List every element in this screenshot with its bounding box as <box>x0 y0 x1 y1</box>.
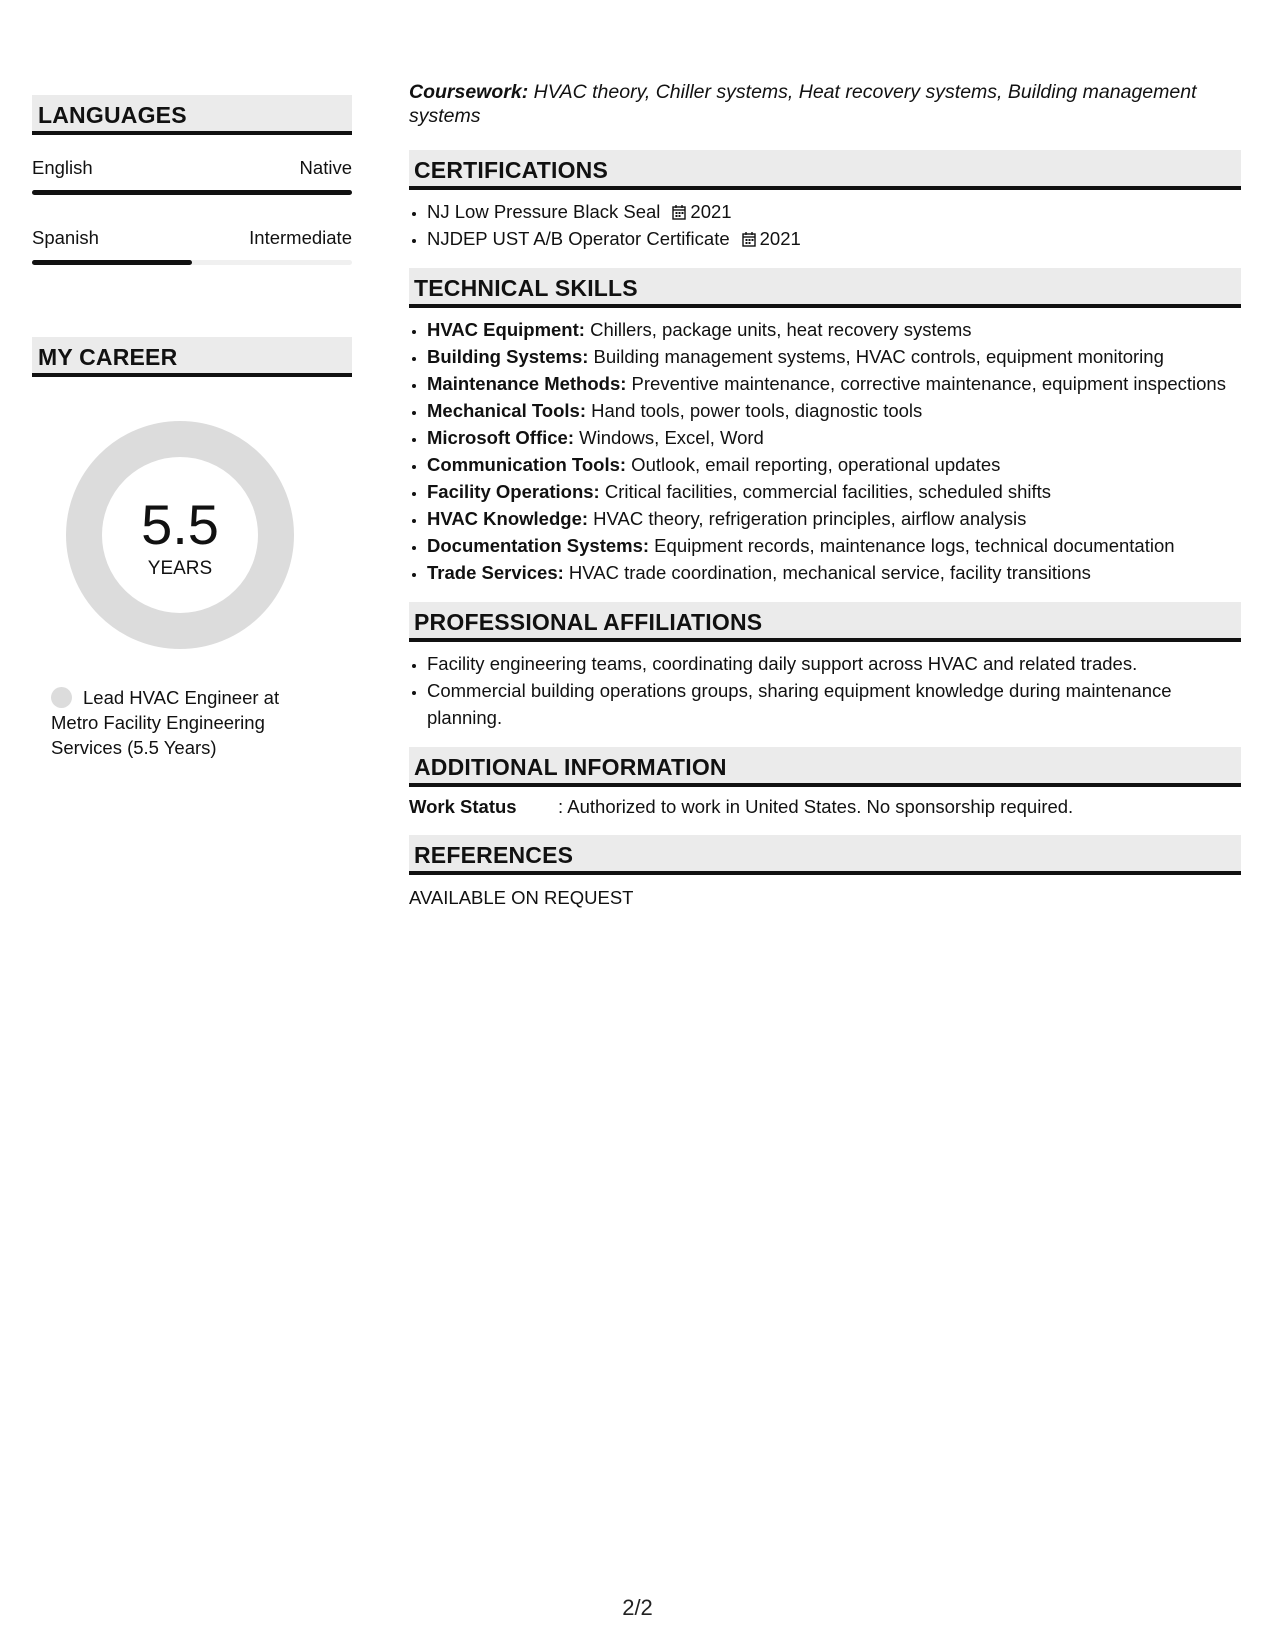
skill-label: HVAC Knowledge: <box>427 508 589 529</box>
list-item <box>427 397 1241 424</box>
list-item <box>427 451 1241 478</box>
skill-label: Trade Services: <box>427 562 564 583</box>
career-heading: MY CAREER <box>32 337 352 377</box>
right-column <box>409 78 1241 909</box>
list-item <box>427 559 1241 586</box>
language-row <box>32 227 352 257</box>
skill-text: HVAC theory, refrigeration principles, airflow analysis <box>588 508 1027 529</box>
skill-label: Building Systems: <box>427 346 589 367</box>
skill-text: Windows, Excel, Word <box>573 427 764 448</box>
skill-text: Outlook, email reporting, operational updates <box>626 454 1001 475</box>
references-text: AVAILABLE ON REQUEST <box>409 887 634 908</box>
skill-label: HVAC Equipment: <box>427 319 585 340</box>
language-proficiency-fill <box>32 260 192 265</box>
language-row <box>32 157 352 187</box>
work-status-row <box>409 795 1241 821</box>
calendar-icon <box>672 204 686 220</box>
certification-name: NJDEP UST A/B Operator Certificate <box>427 228 730 249</box>
certification-name: NJ Low Pressure Black Seal <box>427 201 661 222</box>
list-item <box>427 505 1241 532</box>
skill-text: Preventive maintenance, corrective maintenance, equipment inspections <box>626 373 1226 394</box>
list-item <box>427 424 1241 451</box>
languages-heading: LANGUAGES <box>32 95 352 135</box>
list-item <box>427 532 1241 559</box>
skill-text: Hand tools, power tools, diagnostic tools <box>586 400 923 421</box>
additional-info-heading: ADDITIONAL INFORMATION <box>409 747 1241 787</box>
skill-label: Maintenance Methods: <box>427 373 627 394</box>
certifications-list <box>409 198 1241 252</box>
calendar-icon <box>742 231 756 247</box>
language-proficiency-fill <box>32 190 352 195</box>
skill-label: Facility Operations: <box>427 481 600 502</box>
list-item <box>427 370 1241 397</box>
work-status-value: : Authorized to work in United States. No sponsorship required. <box>558 796 1074 817</box>
coursework-text: HVAC theory, Chiller systems, Heat recovery systems, Building management systems <box>409 81 1197 127</box>
certification-year: 2021 <box>690 201 732 222</box>
page-number: 2/2 <box>622 1595 653 1620</box>
skill-text: Critical facilities, commercial facilities, scheduled shifts <box>599 481 1052 502</box>
language-name: English <box>32 157 93 178</box>
career-years-value: 5.5 <box>141 493 219 556</box>
coursework <box>409 80 1241 128</box>
references-heading: REFERENCES <box>409 835 1241 875</box>
skill-label: Communication Tools: <box>427 454 627 475</box>
left-column <box>32 95 352 760</box>
skill-label: Mechanical Tools: <box>427 400 586 421</box>
circle-dot-icon <box>51 687 72 708</box>
career-entry <box>51 685 296 760</box>
language-level: Native <box>299 157 352 178</box>
certifications-heading: CERTIFICATIONS <box>409 150 1241 190</box>
career-years-donut <box>66 421 294 649</box>
skill-label: Documentation Systems: <box>427 535 650 556</box>
list-item: • Commercial building operations groups, sharing equipment knowledge during maintenance planning. <box>427 677 1241 731</box>
skill-text: Equipment records, maintenance logs, technical documentation <box>649 535 1175 556</box>
work-status-label: Work Status <box>409 796 517 817</box>
language-name: Spanish <box>32 227 99 248</box>
list-item <box>427 198 1241 225</box>
list-item <box>427 478 1241 505</box>
language-proficiency-bar <box>32 260 352 265</box>
list-item <box>427 225 1241 252</box>
list-item <box>427 316 1241 343</box>
skill-text: HVAC trade coordination, mechanical service, facility transitions <box>563 562 1091 583</box>
technical-skills-heading: TECHNICAL SKILLS <box>409 268 1241 308</box>
career-entry-text: Lead HVAC Engineer at Metro Facility Engineering Services (5.5 Years) <box>51 687 280 758</box>
affiliations-heading: PROFESSIONAL AFFILIATIONS <box>409 602 1241 642</box>
language-proficiency-bar <box>32 190 352 195</box>
technical-skills-list <box>409 316 1241 586</box>
list-item <box>427 343 1241 370</box>
skill-label: Microsoft Office: <box>427 427 574 448</box>
coursework-label: Coursework: <box>409 81 529 103</box>
skill-text: Chillers, package units, heat recovery systems <box>584 319 972 340</box>
list-item: • Facility engineering teams, coordinating daily support across HVAC and related trades. <box>427 650 1241 677</box>
career-years-label: YEARS <box>147 558 213 579</box>
skill-text: Building management systems, HVAC controls, equipment monitoring <box>588 346 1164 367</box>
language-level: Intermediate <box>249 227 352 248</box>
affiliations-list <box>409 650 1241 731</box>
certification-year: 2021 <box>759 228 801 249</box>
